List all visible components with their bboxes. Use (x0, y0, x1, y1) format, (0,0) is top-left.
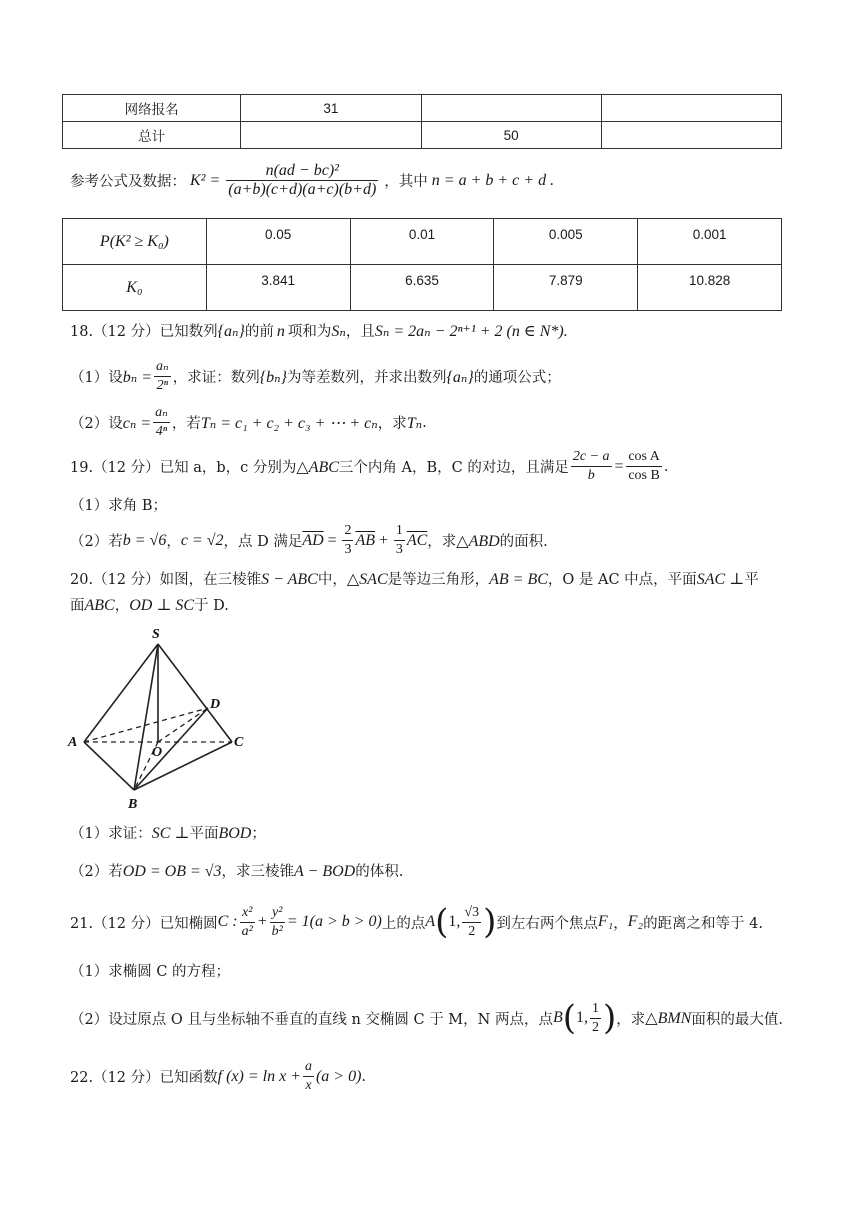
paren-right: ) (603, 998, 617, 1038)
table-cell: 10.828 (638, 265, 782, 311)
formula-suffix-math: n = a + b + c + d . (431, 171, 555, 189)
q21-text: ， (613, 915, 628, 932)
q22-fraction (303, 1058, 314, 1095)
q21-f1: F₁ (597, 913, 614, 930)
table-cell: 0.01 (350, 219, 494, 265)
q21-p2-text: （2）设过原点 O 且与坐标轴不垂直的直线 n 交椭圆 C 于 M，N 两点，点 (70, 1011, 553, 1028)
table-cell (241, 122, 421, 149)
q20-math: BOD (218, 825, 252, 842)
vector-ac: $\overline{AC}$ (406, 531, 428, 549)
q21-text: 的距离之和等于 4. (643, 915, 764, 932)
q18-p2-fraction (153, 404, 170, 441)
q21-p2-text: 面积的最大值. (691, 1011, 783, 1028)
q19-p2-c: c = √2 (180, 531, 224, 549)
q20-text: 的体积. (355, 864, 404, 880)
reference-formula (70, 162, 554, 199)
q18-sn: Sₙ (331, 323, 346, 340)
q19-p2-text: ，求 (427, 534, 457, 550)
q21-text: 到左右两个焦点 (496, 915, 598, 932)
q18-p1-aseq: {aₙ} (446, 368, 474, 386)
q20-text: ，O 是 AC 中点，平面 (547, 572, 697, 588)
label-s: S (152, 627, 160, 642)
fraction-numerator: 2 (342, 522, 353, 541)
q18-p1-text: 的通项公式； (473, 370, 561, 386)
table-cell: 31 (241, 95, 421, 122)
q20-math: A − BOD (294, 863, 356, 880)
q19-part2 (70, 522, 548, 559)
q18-p1-text: 为等差数列，并求出数列 (286, 370, 447, 386)
q21-frac-y (270, 904, 285, 941)
table-cell-label: P(K² ≥ K₀) (63, 219, 207, 265)
formula-suffix: ，其中 (384, 174, 428, 190)
q18-p2-text: . (422, 414, 427, 431)
q21-point-a: A (425, 913, 436, 930)
q21-point-frac (462, 904, 481, 941)
q18-equation: Sₙ = 2aₙ − 2ⁿ⁺¹ + 2 (n ∈ N*). (374, 323, 568, 340)
label-b: B (128, 797, 138, 812)
formula-denominator: (a+b)(c+d)(a+c)(b+d) (228, 181, 377, 198)
q21-text: 上的点 (381, 915, 426, 932)
q19-p2-b: b = √6 (122, 531, 167, 549)
q20-math: ABC (84, 597, 115, 614)
fraction-denominator: b (587, 468, 595, 483)
fraction-denominator: 2 (468, 923, 476, 939)
q19-p2-text: ， (166, 534, 181, 550)
q18-head: 18.（12 分）已知数列 (70, 324, 218, 340)
q20-math: △SAC (346, 571, 388, 588)
q19-p2-frac2 (394, 522, 405, 559)
fraction-numerator: √3 (462, 904, 481, 923)
label-a: A (68, 735, 78, 750)
fraction-denominator: 2ⁿ (156, 378, 169, 393)
table-cell (421, 95, 601, 122)
q21-head: 21.（12 分）已知椭圆 (70, 915, 218, 932)
q18-part2 (70, 404, 427, 441)
q19-p2-text: ，点 D 满足 (223, 534, 303, 550)
q22-condition: (a > 0) (315, 1067, 362, 1085)
formula-fraction (226, 162, 378, 199)
q21-frac-x (240, 904, 255, 941)
q20-math: S − ABC (261, 571, 318, 588)
q20-line1 (70, 570, 759, 590)
q18-p2-cn: cₙ = (122, 414, 152, 432)
q20-text: （1）求证： (70, 826, 152, 842)
table-cell: 50 (421, 122, 601, 149)
q20-math: SC ⊥ (151, 825, 190, 842)
q21-plus: + (256, 913, 268, 930)
table-cell: 0.05 (206, 219, 350, 265)
q20-part2 (70, 862, 403, 882)
q18-p1-bn: bₙ = (122, 368, 153, 386)
fraction-numerator: 1 (394, 522, 405, 541)
vector-ab: $\overline{AB}$ (355, 531, 376, 549)
q18-text: 项和为 (287, 324, 332, 340)
pyramid-figure (62, 622, 262, 812)
q18-n: n (276, 323, 285, 340)
q20-text: 是等边三角形， (387, 572, 490, 588)
q20-text: ； (251, 826, 266, 842)
q19-text: 三个内角 A，B，C 的对边，且满足 (338, 460, 569, 476)
fraction-denominator: a² (241, 923, 253, 939)
q20-text: 于 D. (194, 598, 229, 614)
fraction-numerator: aₙ (154, 358, 171, 377)
q19-p2-frac1 (342, 522, 353, 559)
fraction-denominator: 3 (344, 542, 352, 557)
formula-numerator: n(ad − bc)² (226, 162, 378, 181)
q18-text: ，且 (345, 324, 375, 340)
q19-part1: （1）求角 B； (70, 498, 167, 514)
q18-p2-equation: Tₙ = c₁ + c₂ + c₃ + ⋯ + cₙ (200, 414, 378, 432)
fraction-numerator: 1 (590, 1000, 601, 1019)
table-cell: 0.005 (494, 219, 638, 265)
q20-text: ，求三棱锥 (221, 864, 295, 880)
q19-equals: = (613, 457, 625, 475)
q20-math: AB = BC (489, 571, 548, 588)
q19-p2-text: （2）若 (70, 534, 123, 550)
q18-p1-bseq: {bₙ} (259, 368, 287, 386)
q19-p2-equals: = (326, 531, 338, 549)
q20-text: 平 (744, 572, 759, 588)
fraction-numerator: a (303, 1058, 314, 1077)
fraction-numerator: y² (270, 904, 285, 923)
formula-prefix: 参考公式及数据： (70, 174, 186, 190)
q21-point-b: B (552, 1009, 563, 1026)
q20-text: 中， (317, 572, 347, 588)
q21-statement (70, 902, 763, 942)
q18-p2-text: ，求 (377, 416, 407, 432)
formula-lhs: K² = (190, 171, 221, 189)
q19-p2-triangle: △ABD (456, 532, 500, 550)
q21-p2-text: ，求 (616, 1011, 646, 1028)
q18-seq: {aₙ} (217, 323, 245, 340)
q21-f2: F₂ (627, 913, 644, 930)
fraction-denominator: 4ⁿ (155, 424, 168, 439)
q22-text: . (361, 1068, 367, 1085)
q21-part2 (70, 998, 783, 1038)
table-cell: 总计 (63, 122, 241, 149)
table-cell: 6.635 (350, 265, 494, 311)
fraction-denominator: b² (271, 923, 283, 939)
q18-p1-fraction (154, 358, 171, 395)
fraction-numerator: cos A (626, 448, 662, 467)
q18-p1-text: ，求证：数列 (172, 370, 260, 386)
q20-part1 (70, 824, 266, 844)
fraction-denominator: 2 (592, 1019, 599, 1035)
q19-fraction-left (571, 448, 612, 485)
critical-value-table (62, 218, 782, 311)
q20-text: （2）若 (70, 864, 123, 880)
q21-rhs: = 1(a > b > 0) (286, 913, 382, 930)
table-cell (601, 122, 781, 149)
fraction-denominator: x (305, 1078, 312, 1093)
q20-text: 面 (70, 598, 85, 614)
paren-left: ( (562, 998, 576, 1038)
q19-triangle: △ABC (296, 458, 339, 476)
fraction-numerator: 2c − a (571, 448, 612, 467)
table-cell: 7.879 (494, 265, 638, 311)
q19-statement (70, 448, 668, 485)
q18-p2-text: ，若 (171, 416, 201, 432)
q19-fraction-right (626, 448, 662, 485)
q21-point-b-frac (590, 1000, 601, 1037)
q22-function: f (x) = ln x + (217, 1067, 301, 1085)
registration-table (62, 94, 782, 149)
q21-p2-triangle: △BMN (645, 1010, 692, 1027)
q18-part1 (70, 358, 561, 395)
q20-line2 (70, 596, 229, 616)
label-o: O (152, 745, 163, 760)
fraction-numerator: aₙ (153, 404, 170, 423)
q22-head: 22.（12 分）已知函数 (70, 1070, 218, 1086)
q21-point-bx: 1, (576, 1009, 588, 1026)
fraction-numerator: x² (240, 904, 255, 923)
fraction-denominator: 3 (395, 542, 403, 557)
q18-p2-text: （2）设 (70, 416, 123, 432)
q22-statement (70, 1058, 366, 1095)
q20-math: OD = OB = √3 (122, 863, 222, 880)
q19-p2-plus: + (378, 531, 389, 549)
q20-text: 平面 (189, 826, 219, 842)
q20-text: ， (114, 598, 130, 614)
q19-head: 19.（12 分）已知 a，b，c 分别为 (70, 460, 297, 476)
q18-p1-text: （1）设 (70, 370, 123, 386)
table-cell (601, 95, 781, 122)
q21-point-x: 1, (448, 913, 461, 930)
q21-part1: （1）求椭圆 C 的方程； (70, 964, 231, 980)
paren-left: ( (435, 902, 449, 942)
table-cell: 3.841 (206, 265, 350, 311)
q20-text: 20.（12 分）如图，在三棱锥 (70, 572, 262, 588)
vector-ad: $\overline{AD}$ (302, 531, 324, 549)
label-d: D (210, 697, 221, 712)
q19-p2-text: 的面积. (499, 534, 548, 550)
q18-statement (70, 322, 568, 342)
q20-math: SAC ⊥ (696, 571, 745, 588)
paren-right: ) (483, 902, 497, 942)
q21-c: C : (217, 913, 238, 930)
fraction-denominator: cos B (628, 468, 660, 483)
q20-math: OD ⊥ SC (129, 597, 195, 614)
label-c: C (234, 735, 244, 750)
q18-text: 的前 (244, 324, 274, 340)
q19-text: . (663, 458, 669, 475)
table-cell: 0.001 (638, 219, 782, 265)
table-cell-label: K₀ (63, 265, 207, 311)
table-cell: 网络报名 (63, 95, 241, 122)
q18-p2-tn: Tₙ (406, 414, 423, 432)
